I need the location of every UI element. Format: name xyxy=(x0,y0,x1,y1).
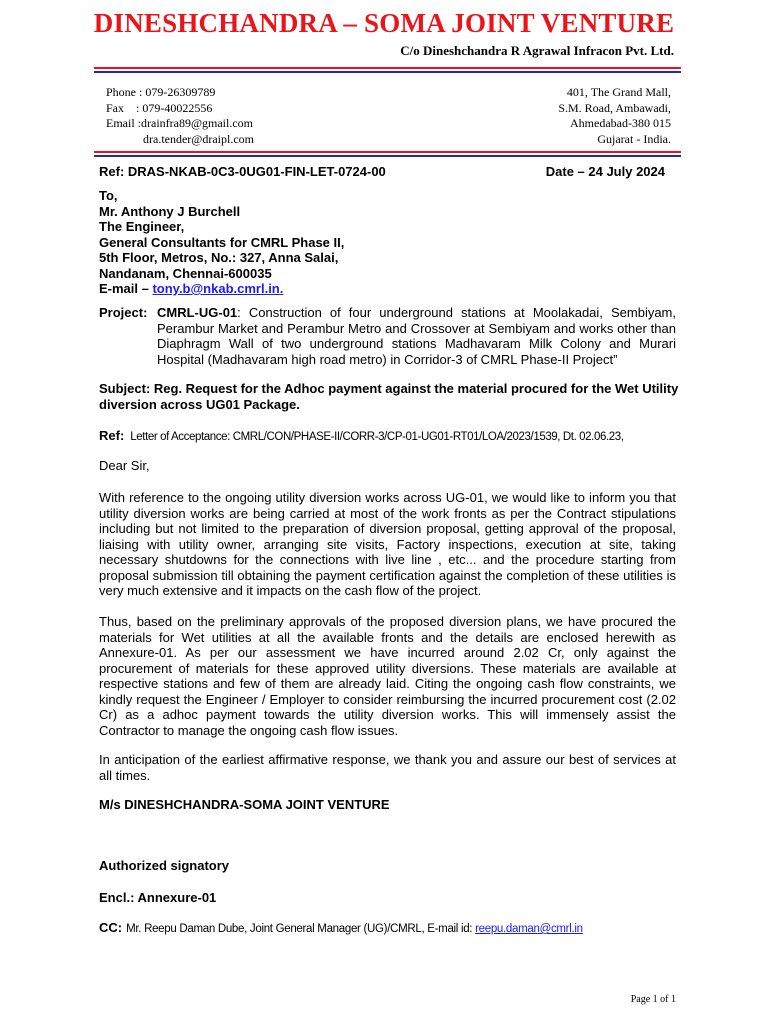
fax-text: Fax : 079-40022556 xyxy=(106,100,213,115)
email-text-secondary: dra.tender@draipl.com xyxy=(143,131,255,146)
ref-label: Ref: xyxy=(99,428,125,443)
addressee-email-link[interactable]: tony.b@nkab.cmrl.in. xyxy=(152,281,284,296)
addressee-line: To, xyxy=(99,188,118,203)
email-label: E-mail – xyxy=(99,281,153,296)
addressee-line: Nandanam, Chennai-600035 xyxy=(99,265,272,281)
addressee-name: Mr. Anthony J Burchell xyxy=(99,203,241,219)
address-line: 401, The Grand Mall, xyxy=(566,85,671,99)
body-paragraph-1: With reference to the ongoing utility diversion works across UG-01, we would like to inform you that utility diversion works are being carried at most of the work fronts as per the Contract stipulations including but not limited to the preparation of diversion proposal, getting approval of the proposal, liaising with utility owner, arranging site visits, Factory inspections, execution at site, taking necessary shutdowns for the connections with live line , etc... and the procedure starting from proposal submission till obtaining the payment certification against the completion of these utilities is very much extensive and it impacts on the cash flow of the project. xyxy=(99,490,676,598)
body-paragraph-2: Thus, based on the preliminary approvals of the proposed diversion plans, we have procured the materials for Wet utilities at all the available fronts and the details are enclosed herewith as Annexure-01. As per our assessment we have incurred around 2.02 Cr, only against the procurement of materials for these approved utility diversions. These materials are available at respective stations and few of them are already laid. Citing the ongoing cash flow constraints, we kindly request the Engineer / Employer to consider reimbursing the incurred procurement cost (2.02 Cr) as a adhoc payment towards the utility diversion works. This will immensely assist the Contractor to manage the ongoing cash flow issues. xyxy=(99,614,676,738)
letter-date: Date – 24 July 2024 xyxy=(545,164,665,179)
firm-name: M/s DINESHCHANDRA-SOMA JOINT VENTURE xyxy=(99,797,390,812)
cc-text: Mr. Reepu Daman Dube, Joint General Manager (UG)/CMRL, E-mail id: xyxy=(126,923,476,935)
salutation: Dear Sir, xyxy=(99,458,150,473)
address-block xyxy=(558,85,671,147)
company-subtitle: C/o Dineshchandra R Agrawal Infracon Pvt. Ltd. xyxy=(400,43,674,58)
page-number: Page 1 of 1 xyxy=(630,994,676,1005)
addressee-line: 5th Floor, Metros, No.: 327, Anna Salai, xyxy=(99,250,339,265)
project-text: : Construction of four underground stations at Moolakadai, Sembiyam, Perambur Market and Perambur Metro and Crossover at Sembiyam and works other than Diaphragm Wall of two underground stations Madhavaram Milk Colony and Murari Hospital (Madhavaram high road metro) in Corridor-3 of CMRL Phase-II Project” xyxy=(157,305,676,367)
company-name: DINESHCHANDRA – SOMA JOINT VENTURE xyxy=(93,8,675,38)
addressee-block xyxy=(99,188,344,297)
project-code: CMRL-UG-01 xyxy=(157,305,238,320)
phone-text: Phone : 079-26309789 xyxy=(106,85,216,99)
project-description xyxy=(157,305,676,367)
address-line: S.M. Road, Ambawadi, xyxy=(558,100,671,115)
cc-email-link[interactable]: reepu.daman@cmrl.in xyxy=(475,923,583,935)
address-line: Ahmedabad-380 015 xyxy=(570,116,671,130)
cc-line xyxy=(99,920,583,935)
body-paragraph-3: In anticipation of the earliest affirmative response, we thank you and assure our best of services at all times. xyxy=(99,752,676,783)
contact-details xyxy=(106,85,254,147)
reference-number: Ref: DRAS-NKAB-0C3-0UG01-FIN-LET-0724-00 xyxy=(99,164,386,179)
email-text: Email :drainfra89@gmail.com xyxy=(106,116,254,130)
ref-value: Letter of Acceptance: CMRL/CON/PHASE-II/CORR-3/CP-01-UG01-RT01/LOA/2023/1539, Dt. 02.06.23, xyxy=(130,431,624,443)
header-rule-blue xyxy=(94,71,681,73)
header-rule-red xyxy=(94,67,681,69)
project-label: Project: xyxy=(99,305,148,320)
contact-rule-red xyxy=(94,151,681,153)
subject-line: Subject: Reg. Request for the Adhoc payment against the material procured for the Wet Utility diversion across UG01 Package. xyxy=(99,381,679,412)
cc-label: CC: xyxy=(99,920,123,935)
addressee-line: The Engineer, xyxy=(99,219,185,234)
addressee-email-line xyxy=(99,281,344,297)
address-line: Gujarat - India. xyxy=(597,131,671,146)
reference-loa xyxy=(99,428,624,443)
contact-rule-blue xyxy=(94,155,681,157)
authorized-signatory: Authorized signatory xyxy=(99,858,230,873)
addressee-line: General Consultants for CMRL Phase II, xyxy=(99,234,345,250)
enclosure: Encl.: Annexure-01 xyxy=(99,890,217,905)
